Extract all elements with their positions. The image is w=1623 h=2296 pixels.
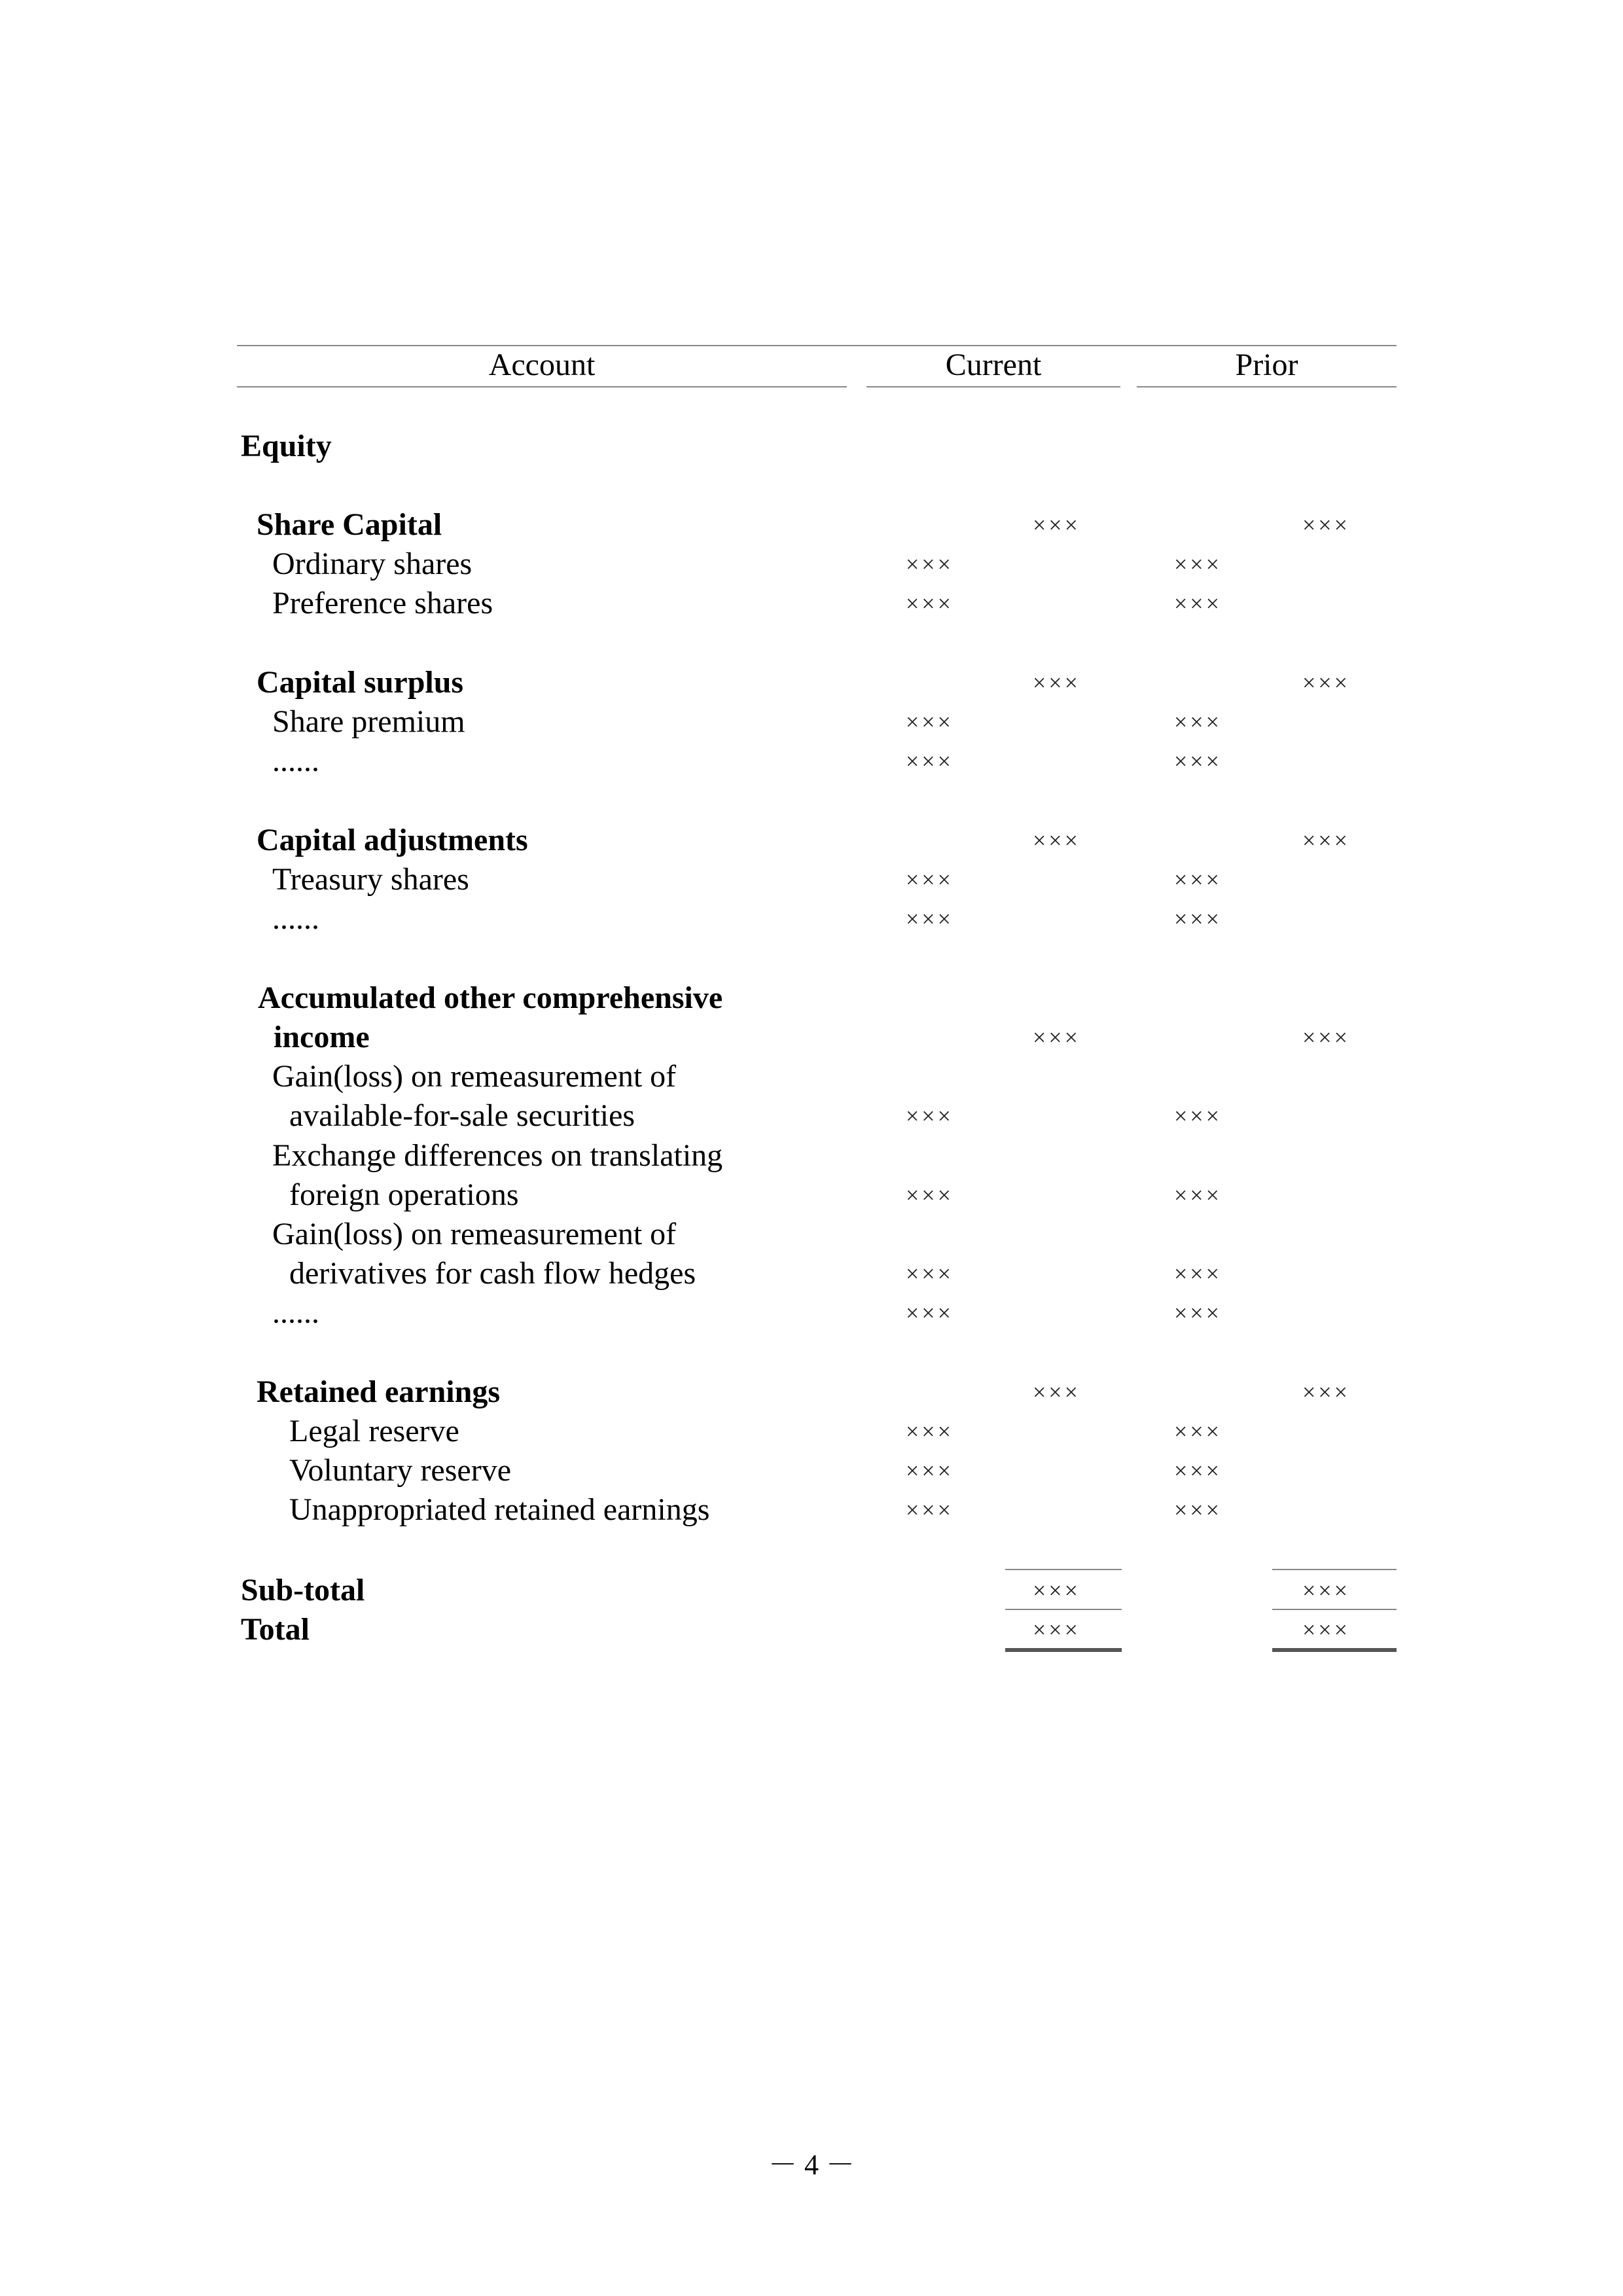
line-item-prior: ××× xyxy=(1174,590,1222,617)
total-current: ××× xyxy=(1033,1617,1080,1643)
line-item-current: ××× xyxy=(906,1418,954,1444)
group-title-capital-adjustments: Capital adjustments xyxy=(257,823,528,857)
line-item-label: Legal reserve xyxy=(289,1414,459,1448)
line-item-prior: ××× xyxy=(1174,1103,1222,1129)
line-item-prior: ××× xyxy=(1174,709,1222,735)
group-title-aoci-line2: income xyxy=(274,1020,370,1054)
line-item-label: ...... xyxy=(272,1295,319,1330)
subtotal-prior: ××× xyxy=(1302,1577,1350,1604)
line-item-label: Preference shares xyxy=(272,586,493,620)
group-total-prior: ××× xyxy=(1302,827,1350,853)
line-item-prior: ××× xyxy=(1174,1182,1222,1208)
group-total-current: ××× xyxy=(1033,512,1080,538)
subtotal-top-rule-prior xyxy=(1272,1569,1397,1570)
line-item-label: Ordinary shares xyxy=(272,547,473,581)
line-item-label: ...... xyxy=(272,744,319,778)
group-total-prior: ××× xyxy=(1302,512,1350,538)
line-item-prior: ××× xyxy=(1174,1261,1222,1287)
group-title-share-capital: Share Capital xyxy=(257,507,442,542)
total-double-rule-current xyxy=(1005,1648,1122,1652)
header-bottom-rule-current xyxy=(866,386,1120,387)
line-item-current: ××× xyxy=(906,1497,954,1523)
line-item-current: ××× xyxy=(906,590,954,617)
line-item-label: Treasury shares xyxy=(272,862,469,897)
subtotal-top-rule-current xyxy=(1005,1569,1122,1570)
line-item-prior: ××× xyxy=(1174,551,1222,577)
section-title-equity: Equity xyxy=(241,429,332,463)
line-item-prior: ××× xyxy=(1174,1497,1222,1523)
line-item-current: ××× xyxy=(906,906,954,932)
line-item-label: Exchange differences on translating xyxy=(272,1138,723,1173)
header-bottom-rule-prior xyxy=(1137,386,1397,387)
group-total-current: ××× xyxy=(1033,1379,1080,1405)
line-item-prior: ××× xyxy=(1174,867,1222,893)
line-item-current: ××× xyxy=(906,1300,954,1326)
header-bottom-rule-account xyxy=(237,386,847,387)
line-item-prior: ××× xyxy=(1174,906,1222,932)
subtotal-current: ××× xyxy=(1033,1577,1080,1604)
total-double-rule-prior xyxy=(1272,1648,1397,1652)
page-number: － 4 － xyxy=(768,2149,855,2181)
line-item-label: Unappropriated retained earnings xyxy=(289,1492,710,1527)
group-total-prior: ××× xyxy=(1302,1379,1350,1405)
column-header-account: Account xyxy=(488,348,596,382)
line-item-prior: ××× xyxy=(1174,1300,1222,1326)
total-prior: ××× xyxy=(1302,1617,1350,1643)
total-label: Total xyxy=(241,1612,310,1647)
line-item-current: ××× xyxy=(906,867,954,893)
line-item-prior: ××× xyxy=(1174,1458,1222,1484)
line-item-label: Gain(loss) on remeasurement of xyxy=(272,1059,677,1094)
line-item-current: ××× xyxy=(906,709,954,735)
line-item-label-cont: derivatives for cash flow hedges xyxy=(289,1256,696,1291)
group-total-current: ××× xyxy=(1033,827,1080,853)
column-header-current: Current xyxy=(945,348,1042,382)
line-item-label-cont: available-for-sale securities xyxy=(289,1098,635,1133)
line-item-current: ××× xyxy=(906,1182,954,1208)
column-header-prior: Prior xyxy=(1235,348,1298,382)
line-item-current: ××× xyxy=(906,748,954,774)
line-item-label: Voluntary reserve xyxy=(289,1453,511,1488)
group-total-current: ××× xyxy=(1033,670,1080,696)
line-item-prior: ××× xyxy=(1174,1418,1222,1444)
group-total-prior: ××× xyxy=(1302,670,1350,696)
line-item-label: Gain(loss) on remeasurement of xyxy=(272,1217,677,1251)
line-item-current: ××× xyxy=(906,1458,954,1484)
line-item-current: ××× xyxy=(906,1261,954,1287)
group-title-capital-surplus: Capital surplus xyxy=(257,665,464,700)
group-total-current: ××× xyxy=(1033,1024,1080,1050)
subtotal-label: Sub-total xyxy=(241,1573,365,1607)
line-item-current: ××× xyxy=(906,551,954,577)
line-item-label: Share premium xyxy=(272,704,465,739)
line-item-label: ...... xyxy=(272,901,319,936)
group-title-retained-earnings: Retained earnings xyxy=(257,1374,500,1409)
group-title-aoci-line1: Accumulated other comprehensive xyxy=(258,980,723,1015)
line-item-label-cont: foreign operations xyxy=(289,1177,519,1212)
group-total-prior: ××× xyxy=(1302,1024,1350,1050)
line-item-current: ××× xyxy=(906,1103,954,1129)
line-item-prior: ××× xyxy=(1174,748,1222,774)
